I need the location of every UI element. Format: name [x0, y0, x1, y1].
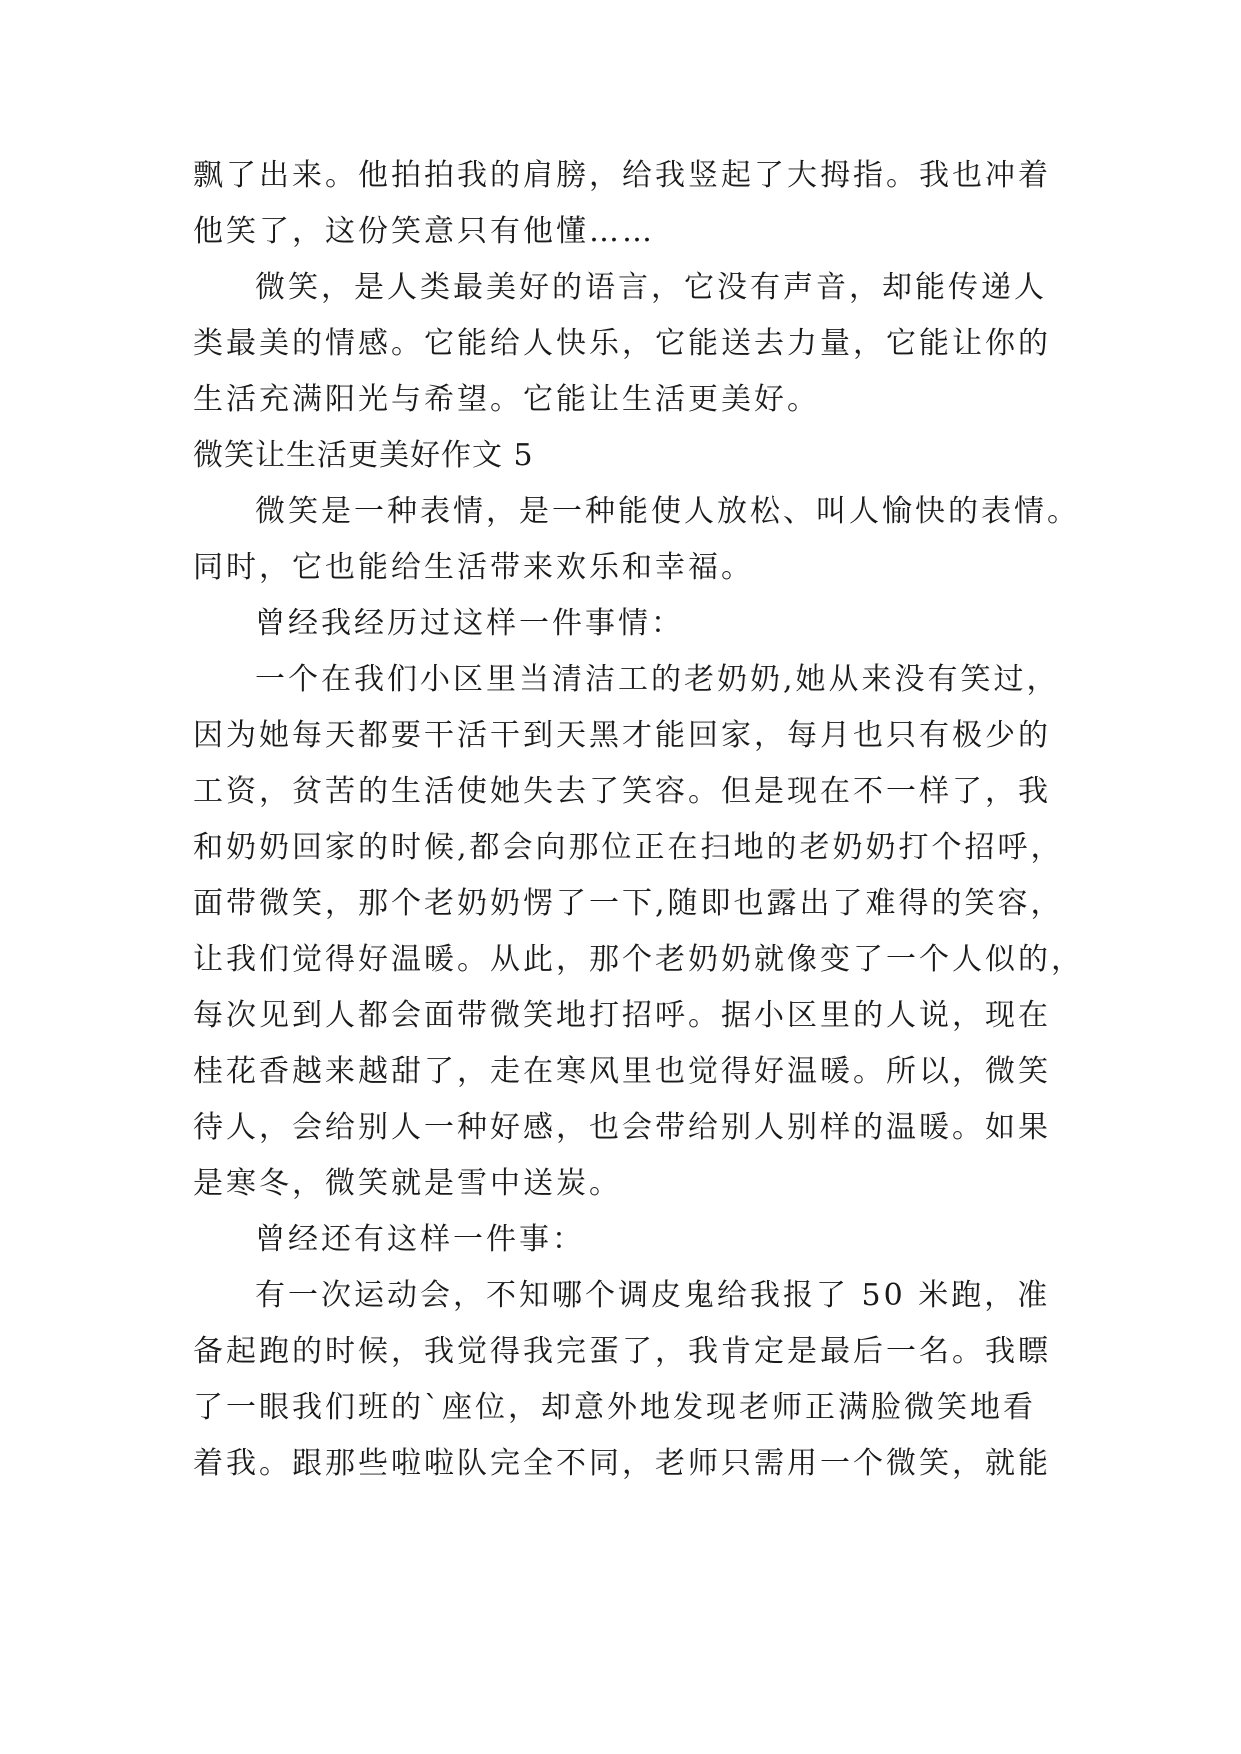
title-line: 微笑让生活更美好作文 5 [193, 438, 534, 473]
text-line: 着我。跟那些啦啦队完全不同，老师只需用一个微笑，就能 [193, 1446, 1051, 1481]
text-line: 是寒冬，微笑就是雪中送炭。 [193, 1166, 622, 1201]
text-line: 因为她每天都要干活干到天黑才能回家，每月也只有极少的 [193, 718, 1051, 753]
paragraph [193, 148, 1055, 260]
text-line: 和奶奶回家的时候,都会向那位正在扫地的老奶奶打个招呼， [193, 830, 1064, 865]
text-line: 备起跑的时候，我觉得我完蛋了，我肯定是最后一名。我瞟 [193, 1334, 1051, 1369]
text-line: 让我们觉得好温暖。从此，那个老奶奶就像变了一个人似的， [193, 942, 1084, 977]
text-line: 每次见到人都会面带微笑地打招呼。据小区里的人说，现在 [193, 998, 1051, 1033]
text-line: 曾经还有这样一件事： [255, 1222, 585, 1257]
section-title [193, 428, 1055, 484]
text-line: 桂花香越来越甜了，走在寒风里也觉得好温暖。所以，微笑 [193, 1054, 1051, 1089]
paragraph [193, 1212, 1055, 1268]
text-line: 有一次运动会，不知哪个调皮鬼给我报了 50 米跑，准 [255, 1278, 1051, 1313]
text-line: 飘了出来。他拍拍我的肩膀，给我竖起了大拇指。我也冲着 [193, 158, 1051, 193]
document-body [193, 148, 1084, 1492]
text-line: 待人，会给别人一种好感，也会带给别人别样的温暖。如果 [193, 1110, 1051, 1145]
text-line: 他笑了，这份笑意只有他懂…… [193, 214, 655, 249]
paragraph [193, 652, 1084, 1212]
text-line: 生活充满阳光与希望。它能让生活更美好。 [193, 382, 820, 417]
text-line: 微笑，是人类最美好的语言，它没有声音，却能传递人 [255, 270, 1047, 305]
paragraph [193, 1268, 1055, 1492]
text-line: 同时，它也能给生活带来欢乐和幸福。 [193, 550, 754, 585]
text-line: 了一眼我们班的`座位，却意外地发现老师正满脸微笑地看 [193, 1390, 1036, 1425]
text-line: 工资，贫苦的生活使她失去了笑容。但是现在不一样了，我 [193, 774, 1051, 809]
text-line: 类最美的情感。它能给人快乐，它能送去力量，它能让你的 [193, 326, 1051, 361]
paragraph [193, 596, 1055, 652]
paragraph [193, 484, 1080, 596]
text-line: 曾经我经历过这样一件事情： [255, 606, 684, 641]
text-line: 一个在我们小区里当清洁工的老奶奶,她从来没有笑过， [255, 662, 1060, 697]
paragraph [193, 260, 1055, 428]
text-line: 面带微笑，那个老奶奶愣了一下,随即也露出了难得的笑容， [193, 886, 1064, 921]
text-line: 微笑是一种表情，是一种能使人放松、叫人愉快的表情。 [255, 494, 1080, 529]
